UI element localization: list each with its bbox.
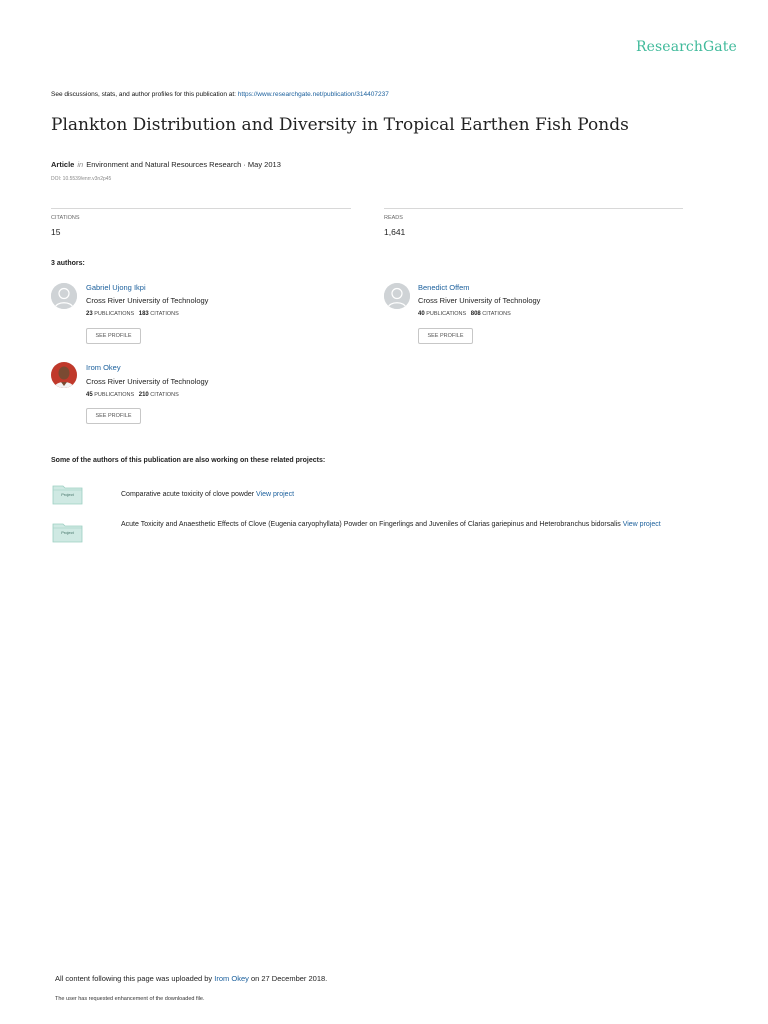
uploader-link[interactable]: Irom Okey [214,974,249,983]
author-citations-count: 210 [138,392,149,398]
author-name-link[interactable]: Irom Okey [86,363,121,372]
publications-label: PUBLICATIONS [94,311,135,317]
citations-divider [51,208,351,209]
author-publications-count: 45 [86,392,93,398]
avatar-placeholder-icon[interactable] [384,283,410,309]
author-citations-count: 808 [470,311,481,317]
journal-date: Environment and Natural Resources Research · May 2013 [86,160,281,169]
reads-value: 1,641 [384,227,406,237]
reads-divider [384,208,683,209]
article-meta [51,160,281,169]
author-stats [86,311,179,317]
project-item [121,518,721,532]
see-discussions-line [51,91,389,98]
publications-label: PUBLICATIONS [426,311,467,317]
citations-value: 15 [51,227,61,237]
project-folder-icon [52,483,83,505]
author-affiliation: Cross River University of Technology [86,377,209,386]
citations-label-small: CITATIONS [150,311,179,317]
project-folder-icon [52,521,83,543]
see-discussions-text: See discussions, stats, and author profiles for this publication at: [51,91,238,98]
in-word: in [77,160,84,169]
project-icon-label: Project [61,492,74,497]
enhancement-notice: The user has requested enhancement of the downloaded file. [55,996,205,1002]
author-photo-avatar[interactable] [51,362,77,388]
related-projects-heading: Some of the authors of this publication are also working on these related projects: [51,457,326,464]
upload-suffix: on 27 December 2018. [248,974,328,983]
publications-label: PUBLICATIONS [94,392,135,398]
project-title: Comparative acute toxicity of clove powder [121,491,257,498]
researchgate-logo[interactable]: ResearchGate [636,39,737,55]
author-publications-count: 23 [86,311,93,317]
view-project-link[interactable]: View project [622,521,661,528]
project-item [121,488,721,502]
upload-notice [55,974,327,983]
doi: DOI: 10.5539/enrr.v3n2p45 [51,176,112,182]
author-affiliation: Cross River University of Technology [86,296,209,305]
authors-heading: 3 authors: [51,260,85,267]
avatar-placeholder-icon[interactable] [51,283,77,309]
citations-label-small: CITATIONS [482,311,511,317]
author-affiliation: Cross River University of Technology [418,296,541,305]
citations-label-small: CITATIONS [150,392,179,398]
author-name-link[interactable]: Gabriel Ujong Ikpi [86,283,146,292]
see-profile-button[interactable]: SEE PROFILE [418,328,473,344]
upload-prefix: All content following this page was uploaded by [55,974,215,983]
project-title: Acute Toxicity and Anaesthetic Effects of Clove (Eugenia caryophyllata) Powder on Fingerlings and Juveniles of Clarias gariepinus and Heterobranchus bidorsalis [121,521,623,528]
author-citations-count: 183 [138,311,149,317]
author-stats [86,392,179,398]
article-type: Article [51,160,75,169]
see-profile-button[interactable]: SEE PROFILE [86,328,141,344]
author-name-link[interactable]: Benedict Offem [418,283,470,292]
author-publications-count: 40 [418,311,425,317]
project-icon-label: Project [61,530,74,535]
citations-label: CITATIONS [51,215,80,221]
view-project-link[interactable]: View project [256,491,295,498]
author-stats [418,311,511,317]
reads-label: READS [384,215,403,221]
article-title: Plankton Distribution and Diversity in Tropical Earthen Fish Ponds [51,115,629,135]
publication-url-link[interactable]: https://www.researchgate.net/publication/314407237 [237,91,389,98]
see-profile-button[interactable]: SEE PROFILE [86,408,141,424]
